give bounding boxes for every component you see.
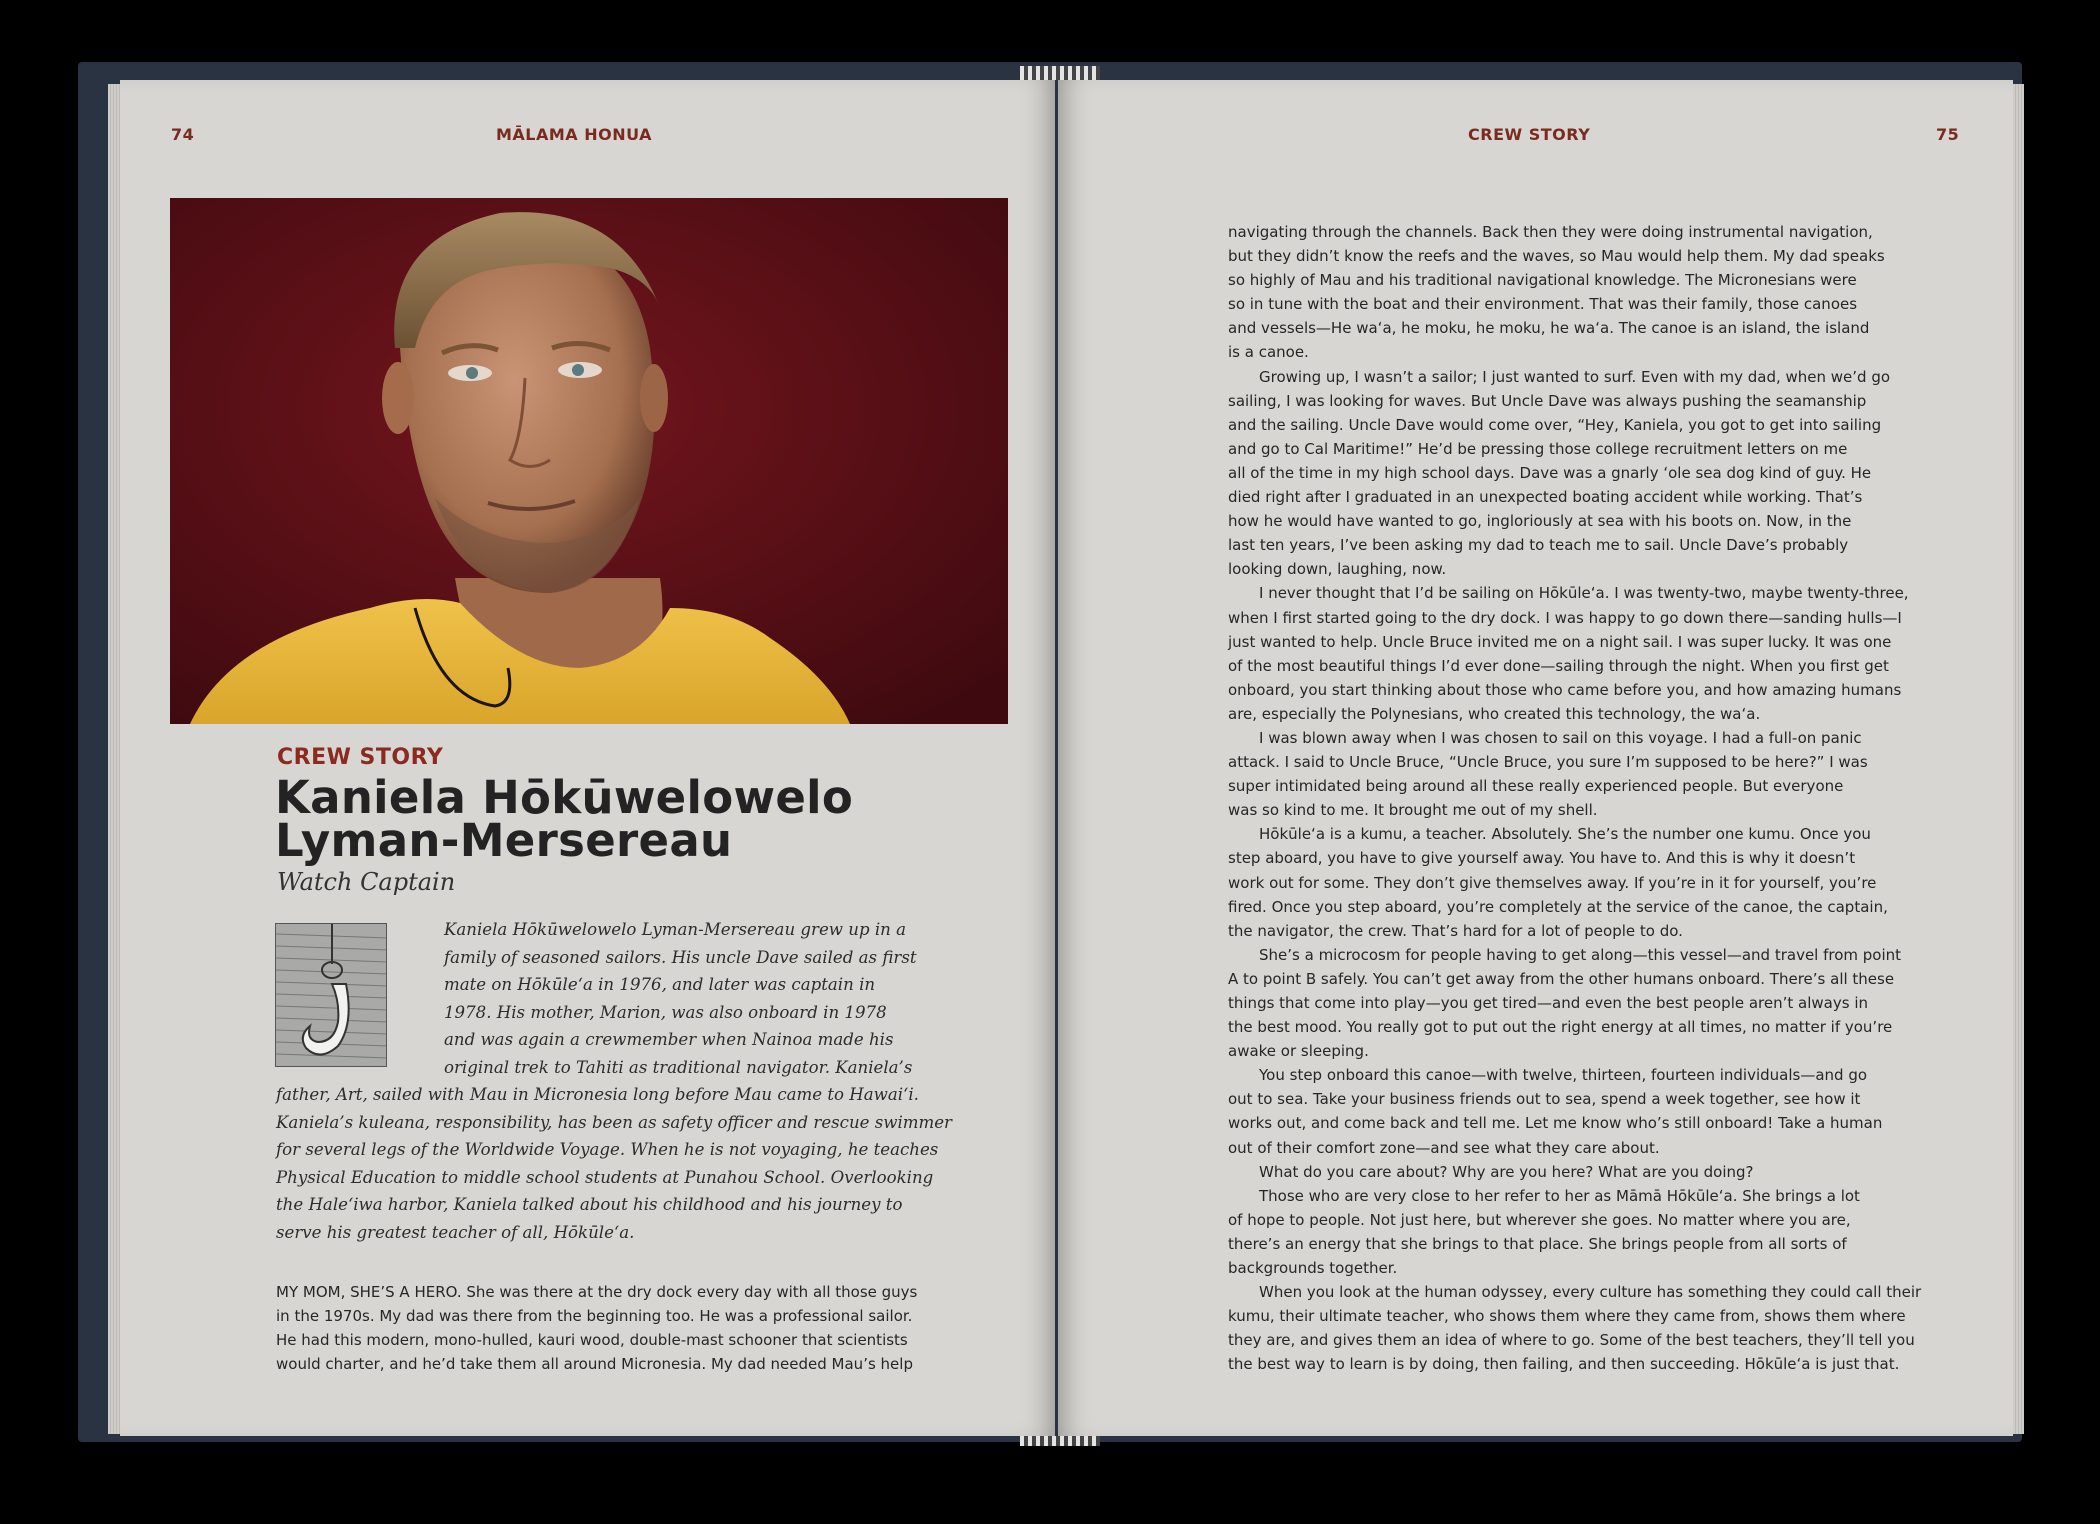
body-line: You step onboard this canoe—with twelve, thirteen, fourteen individuals—and go bbox=[1259, 1066, 1868, 1085]
body-line: Those who are very close to her refer to her as Māmā Hōkūleʻa. She brings a lot bbox=[1259, 1186, 1860, 1205]
body-line: When you look at the human odyssey, every culture has something they could call their bbox=[1259, 1283, 1922, 1302]
body-line: I never thought that I’d be sailing on Hōkūleʻa. I was twenty-two, maybe twenty-three, bbox=[1259, 584, 1909, 603]
body-line: works out, and come back and tell me. Let me know who’s still onboard! Take a human bbox=[1228, 1114, 1883, 1133]
body-line: kumu, their ultimate teacher, who shows them where they came from, shows them where bbox=[1228, 1307, 1906, 1326]
body-line: attack. I said to Uncle Bruce, “Uncle Bruce, you sure I’m supposed to be here?” I was bbox=[1228, 753, 1868, 772]
body-line: out to sea. Take your business friends out to sea, spend a week together, see how it bbox=[1228, 1090, 1861, 1109]
body-line: was so kind to me. It brought me out of my shell. bbox=[1228, 801, 1598, 820]
body-line: sailing, I was looking for waves. But Uncle Dave was always pushing the seamanship bbox=[1228, 391, 1867, 410]
intro-line: for several legs of the Worldwide Voyage. When he is not voyaging, he teaches bbox=[276, 1140, 939, 1159]
body-line: out of their comfort zone—and see what they care about. bbox=[1228, 1138, 1660, 1157]
body-line: work out for some. They don’t give themselves away. If you’re in it for yourself, you’re bbox=[1228, 873, 1877, 892]
body-text-left bbox=[276, 1280, 918, 1376]
spine-headband-top bbox=[1020, 66, 1100, 80]
intro-line: serve his greatest teacher of all, Hōkūleʻa. bbox=[276, 1222, 635, 1242]
body-line: looking down, laughing, now. bbox=[1228, 560, 1447, 579]
body-text-right bbox=[1228, 220, 1922, 1377]
running-head-left: MĀLAMA HONUA bbox=[496, 125, 653, 144]
intro-line: original trek to Tahiti as traditional navigator. Kaniela’s bbox=[444, 1057, 913, 1077]
body-line: so highly of Mau and his traditional navigational knowledge. The Micronesians were bbox=[1228, 271, 1857, 290]
intro-line: Kaniela’s kuleana, responsibility, has been as safety officer and rescue swimmer bbox=[276, 1112, 952, 1132]
intro-line: and was again a crewmember when Nainoa made his bbox=[444, 1030, 894, 1049]
body-line: are, especially the Polynesians, who created this technology, the waʻa. bbox=[1228, 704, 1761, 723]
body-line: the best way to learn is by doing, then failing, and then succeeding. Hōkūleʻa is just that. bbox=[1228, 1355, 1900, 1374]
intro-line: 1978. His mother, Marion, was also onboard in 1978 bbox=[444, 1002, 887, 1022]
body-line: died right after I graduated in an unexpected boating accident while working. That’s bbox=[1228, 488, 1863, 507]
body-line: fired. Once you step aboard, you’re completely at the service of the canoe, the captain, bbox=[1228, 897, 1888, 916]
body-line: of the most beautiful things I’d ever done—sailing through the night. When you first get bbox=[1228, 656, 1889, 675]
intro-line: the Haleʻiwa harbor, Kaniela talked about his childhood and his journey to bbox=[276, 1195, 903, 1214]
page-number-left: 74 bbox=[171, 125, 195, 144]
intro-line: Physical Education to middle school students at Punahou School. Overlooking bbox=[276, 1167, 934, 1187]
body-line: onboard, you start thinking about those who came before you, and how amazing humans bbox=[1228, 680, 1902, 699]
intro-line: father, Art, sailed with Mau in Micronesia long before Mau came to Hawaiʻi. bbox=[276, 1085, 919, 1104]
body-line: the navigator, the crew. That’s hard for a lot of people to do. bbox=[1228, 921, 1683, 940]
body-line: so in tune with the boat and their environment. That was their family, those canoes bbox=[1228, 295, 1858, 314]
body-line: and go to Cal Maritime!” He’d be pressing those college recruitment letters on me bbox=[1228, 439, 1848, 458]
body-line: She’s a microcosm for people having to get along—this vessel—and travel from point bbox=[1259, 945, 1902, 964]
body-line: last ten years, I’ve been asking my dad to teach me to sail. Uncle Dave’s probably bbox=[1228, 536, 1849, 555]
body-line: MY MOM, SHE’S A HERO. She was there at the dry dock every day with all those guys bbox=[276, 1283, 918, 1301]
body-line: Hōkūleʻa is a kumu, a teacher. Absolutely. She’s the number one kumu. Once you bbox=[1259, 825, 1871, 844]
body-line: awake or sleeping. bbox=[1228, 1042, 1369, 1061]
body-line: Growing up, I wasn’t a sailor; I just wanted to surf. Even with my dad, when we’d go bbox=[1259, 367, 1891, 386]
body-line: there’s an energy that she brings to that place. She brings people from all sorts of bbox=[1228, 1234, 1847, 1253]
body-line: all of the time in my high school days. Dave was a gnarly ʻole sea dog kind of guy. He bbox=[1228, 463, 1872, 482]
running-head-right: CREW STORY bbox=[1468, 125, 1591, 144]
profile-name-line2: Lyman-Mersereau bbox=[275, 814, 733, 867]
page-number-right: 75 bbox=[1936, 125, 1960, 144]
body-line: but they didn’t know the reefs and the waves, so Mau would help them. My dad speaks bbox=[1228, 247, 1885, 266]
intro-paragraph bbox=[276, 916, 952, 1246]
body-line: A to point B safely. You can’t get away from the other humans onboard. There’s all these bbox=[1228, 969, 1895, 988]
body-line: I was blown away when I was chosen to sail on this voyage. I had a full-on panic bbox=[1259, 728, 1862, 747]
portrait-photo bbox=[170, 198, 1008, 724]
body-line: things that come into play—you get tired—and even the best people aren’t always in bbox=[1228, 994, 1868, 1012]
profile-name bbox=[275, 771, 854, 867]
body-line: step aboard, you have to give yourself away. You have to. And this is why it doesn’t bbox=[1228, 849, 1856, 868]
body-line: how he would have wanted to go, ingloriously at sea with his boots on. Now, in the bbox=[1228, 512, 1852, 531]
body-line: navigating through the channels. Back then they were doing instrumental navigation, bbox=[1228, 223, 1873, 241]
body-line: He had this modern, mono-hulled, kauri wood, double-mast schooner that scientists bbox=[276, 1331, 908, 1349]
intro-line: mate on Hōkūleʻa in 1976, and later was captain in bbox=[444, 975, 876, 994]
kicker-label: CREW STORY bbox=[277, 745, 444, 770]
body-line: backgrounds together. bbox=[1228, 1259, 1398, 1278]
profile-name-line1: Kaniela Hōkūwelowelo bbox=[275, 771, 854, 824]
body-line: super intimidated being around all these really experienced people. But everyone bbox=[1228, 777, 1844, 796]
body-line: they are, and gives them an idea of where to go. Some of the best teachers, they’ll tell you bbox=[1228, 1331, 1915, 1350]
body-line: when I first started going to the dry dock. I was happy to go down there—sanding hulls—I bbox=[1228, 608, 1902, 627]
body-line: in the 1970s. My dad was there from the beginning too. He was a professional sailor. bbox=[276, 1307, 913, 1325]
intro-line: Kaniela Hōkūwelowelo Lyman-Mersereau grew up in a bbox=[444, 920, 907, 939]
body-line: and vessels—He waʻa, he moku, he moku, he waʻa. The canoe is an island, the island bbox=[1228, 319, 1870, 338]
profile-role: Watch Captain bbox=[277, 868, 456, 896]
body-line: and the sailing. Uncle Dave would come over, “Hey, Kaniela, you got to get into sailing bbox=[1228, 415, 1882, 434]
body-line: What do you care about? Why are you here? What are you doing? bbox=[1259, 1162, 1754, 1181]
body-line: the best mood. You really got to put out the right energy at all times, no matter if you’re bbox=[1228, 1018, 1893, 1037]
intro-line: family of seasoned sailors. His uncle Dave sailed as first bbox=[444, 947, 917, 967]
body-line: of hope to people. Not just here, but wherever she goes. No matter where you are, bbox=[1228, 1210, 1851, 1229]
body-line: would charter, and he’d take them all around Micronesia. My dad needed Mau’s help bbox=[276, 1355, 913, 1373]
body-line: just wanted to help. Uncle Bruce invited me on a night sail. I was super lucky. It was one bbox=[1228, 632, 1892, 651]
spine-headband-bottom bbox=[1020, 1436, 1100, 1446]
body-line: is a canoe. bbox=[1228, 343, 1309, 362]
